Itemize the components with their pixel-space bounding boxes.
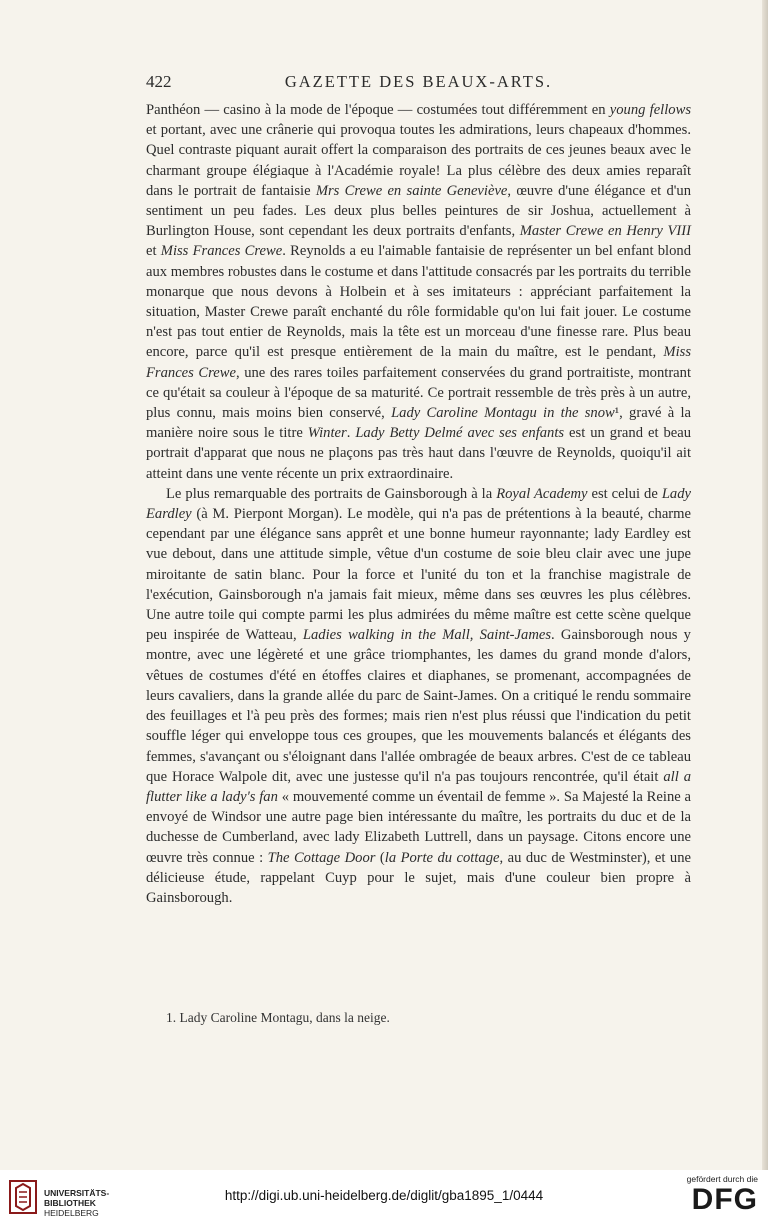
text-run: . bbox=[346, 425, 356, 442]
text-run: , une des rares toiles parfaitement conservées du grand portraitiste, montrant ce qu'était sa couleur à l'époque de sa maturité. Ce portrait ressemble de très près à un autre, plus connu, mais moins bien conservé, bbox=[146, 364, 692, 422]
text-run: . Reynolds a eu l'aimable fantaisie de représenter un bel enfant blond aux membres robustes dans le costume et dans l'attitude consacrés par les portraits du terrible monarque que nous devons à Holbein et à ses imitateurs : appréciant parfaitement la situation, Master Crewe paraît enchanté du rôle formidable qu'on lui fait jouer. Le costume n'est pas tout entier de Reynolds, mais la tête est un morceau d'une finesse rare. Plus beau encore, parce qu'il est presque entièrement de la main du maître, est le pendant, bbox=[146, 243, 691, 361]
italic-title: Miss Frances Crewe bbox=[160, 243, 283, 260]
italic-title: all a flutter like a lady's fan bbox=[146, 768, 691, 805]
text-run: ( bbox=[375, 849, 385, 866]
library-line-2: BIBLIOTHEK bbox=[44, 1198, 96, 1208]
text-run: , au duc de Westminster), et une délicieuse étude, rappelant Cuyp pour le sujet, mais d'une couleur bien propre à Gainsborough. bbox=[146, 849, 691, 906]
running-title: GAZETTE DES BEAUX-ARTS. bbox=[284, 72, 553, 91]
page-number: 422 bbox=[146, 72, 172, 91]
library-line-1: UNIVERSITÄTS- bbox=[44, 1188, 110, 1198]
italic-title: Master Crewe en Henry VIII bbox=[519, 223, 691, 240]
permalink-url[interactable]: http://digi.ub.uni-heidelberg.de/diglit/gba1895_1/0444 bbox=[224, 1188, 544, 1203]
italic-title: Mrs Crewe en sainte Geneviève bbox=[315, 182, 508, 199]
italic-title: Lady Caroline Montagu in the snow bbox=[391, 405, 615, 422]
text-run: (à M. Pierpont Morgan). Le modèle, qui n'a pas de prétentions à la beauté, charme cependant par une élégance sans apprêt et une bonne humeur rayonnante; lady Eardley est vue debout, dans une attitude simple, vêtue d'un costume de soie bleu clair avec une jupe miroitante de satin blanc. Pour la force et l'unité du ton et la franchise magistrale de l'exécution, Gainsborough n'a jamais fait mieux, même dans ses œuvres les plus célèbres. Une autre toile qui compte parmi les plus admirées du même maître est cette scène quelque peu inspirée de Watteau, bbox=[146, 506, 691, 644]
text-run: « mouvementé comme un éventail de femme ». Sa Majesté la Reine a envoyé de Windsor une autre page bien intéressante du maître, les portraits du duc et de la duchesse de Cumberland, avec lady Elizabeth Luttrell, dans un paysage. Citons encore une œuvre très connue : bbox=[146, 788, 692, 866]
italic-title: The Cottage Door bbox=[267, 849, 376, 866]
italic-title: Lady Eardley bbox=[146, 485, 691, 523]
text-run: . Gainsborough nous y montre, avec une légèreté et une grâce triomphantes, les dames du grand monde d'alors, vêtues de costumes d'été en étoffes claires et diaphanes, se promenant, accompagnées de leurs cavaliers, dans la grande allée du parc de Saint-James. On a critiqué le rendu sommaire des feuillages et l'à peu près des formes; mais rien n'est plus réussi que l'indication du petit souffle léger qui enveloppe tous ces groupes, que les mouvements balancés et élégants des femmes, s'avançant ou s'éloignant dans l'allée ombragée de beaux arbres. C'est de ce tableau que Horace Walpole dit, avec une justesse qu'il n'a pas toujours rencontrée, qu'il était bbox=[146, 627, 691, 785]
italic-title: Lady Betty Delmé avec ses enfants bbox=[355, 425, 565, 442]
text-run: et portant, avec une crânerie qui provoqua toutes les admirations, leurs chapeaux d'hommes. Quel contraste piquant aurait offert la comparaison des portraits de ces jeunes beaux avec le charmant groupe élégiaque à l'Académie royale! La plus célèbre des deux amies reparaît dans le portrait de fantaisie bbox=[146, 122, 691, 199]
italic-title: Ladies walking in the Mall, Saint-James bbox=[302, 627, 552, 644]
library-line-3: HEIDELBERG bbox=[44, 1208, 99, 1218]
text-run: ¹ bbox=[614, 405, 620, 422]
italic-title: la Porte du cottage bbox=[384, 849, 500, 866]
funding-note: gefördert durch die bbox=[686, 1174, 758, 1184]
main-text bbox=[146, 100, 691, 908]
page-header bbox=[146, 72, 691, 92]
footnote: 1. Lady Caroline Montagu, dans la neige. bbox=[166, 1010, 390, 1025]
italic-title: Royal Academy bbox=[496, 485, 588, 502]
italic-title: Miss Frances Crewe bbox=[146, 344, 691, 381]
dfg-wordmark: DFG bbox=[691, 1183, 758, 1216]
italic-title: Winter bbox=[307, 425, 347, 442]
text-run: Panthéon — casino à la mode de l'époque — costumées tout différemment en bbox=[146, 102, 610, 118]
text-run: , œuvre d'une élégance et d'un sentiment un peu fades. Les deux plus belles peintures de sir Joshua, actuellement à Burlington House, sont cependant les deux portraits d'enfants, bbox=[146, 182, 691, 240]
text-run: , gravé à la manière noire sous le titre bbox=[146, 405, 691, 442]
italic-title: young fellows bbox=[609, 102, 691, 118]
text-run: est un grand et beau portrait d'apparat que nous ne plaçons pas très haut dans l'œuvre de Reynolds, quoiqu'il ait atteint dans une vente récente un prix extraordinaire. bbox=[146, 425, 692, 482]
text-run: Le plus remarquable des portraits de Gainsborough à la bbox=[166, 485, 497, 502]
dfg-logo[interactable] bbox=[678, 1174, 758, 1222]
paragraph-1 bbox=[146, 100, 691, 484]
paragraph-2 bbox=[146, 484, 691, 908]
digitization-footer bbox=[0, 1170, 768, 1226]
page-edge-shadow bbox=[762, 0, 768, 1170]
text-run: et bbox=[146, 243, 161, 260]
text-run: est celui de bbox=[587, 485, 662, 502]
